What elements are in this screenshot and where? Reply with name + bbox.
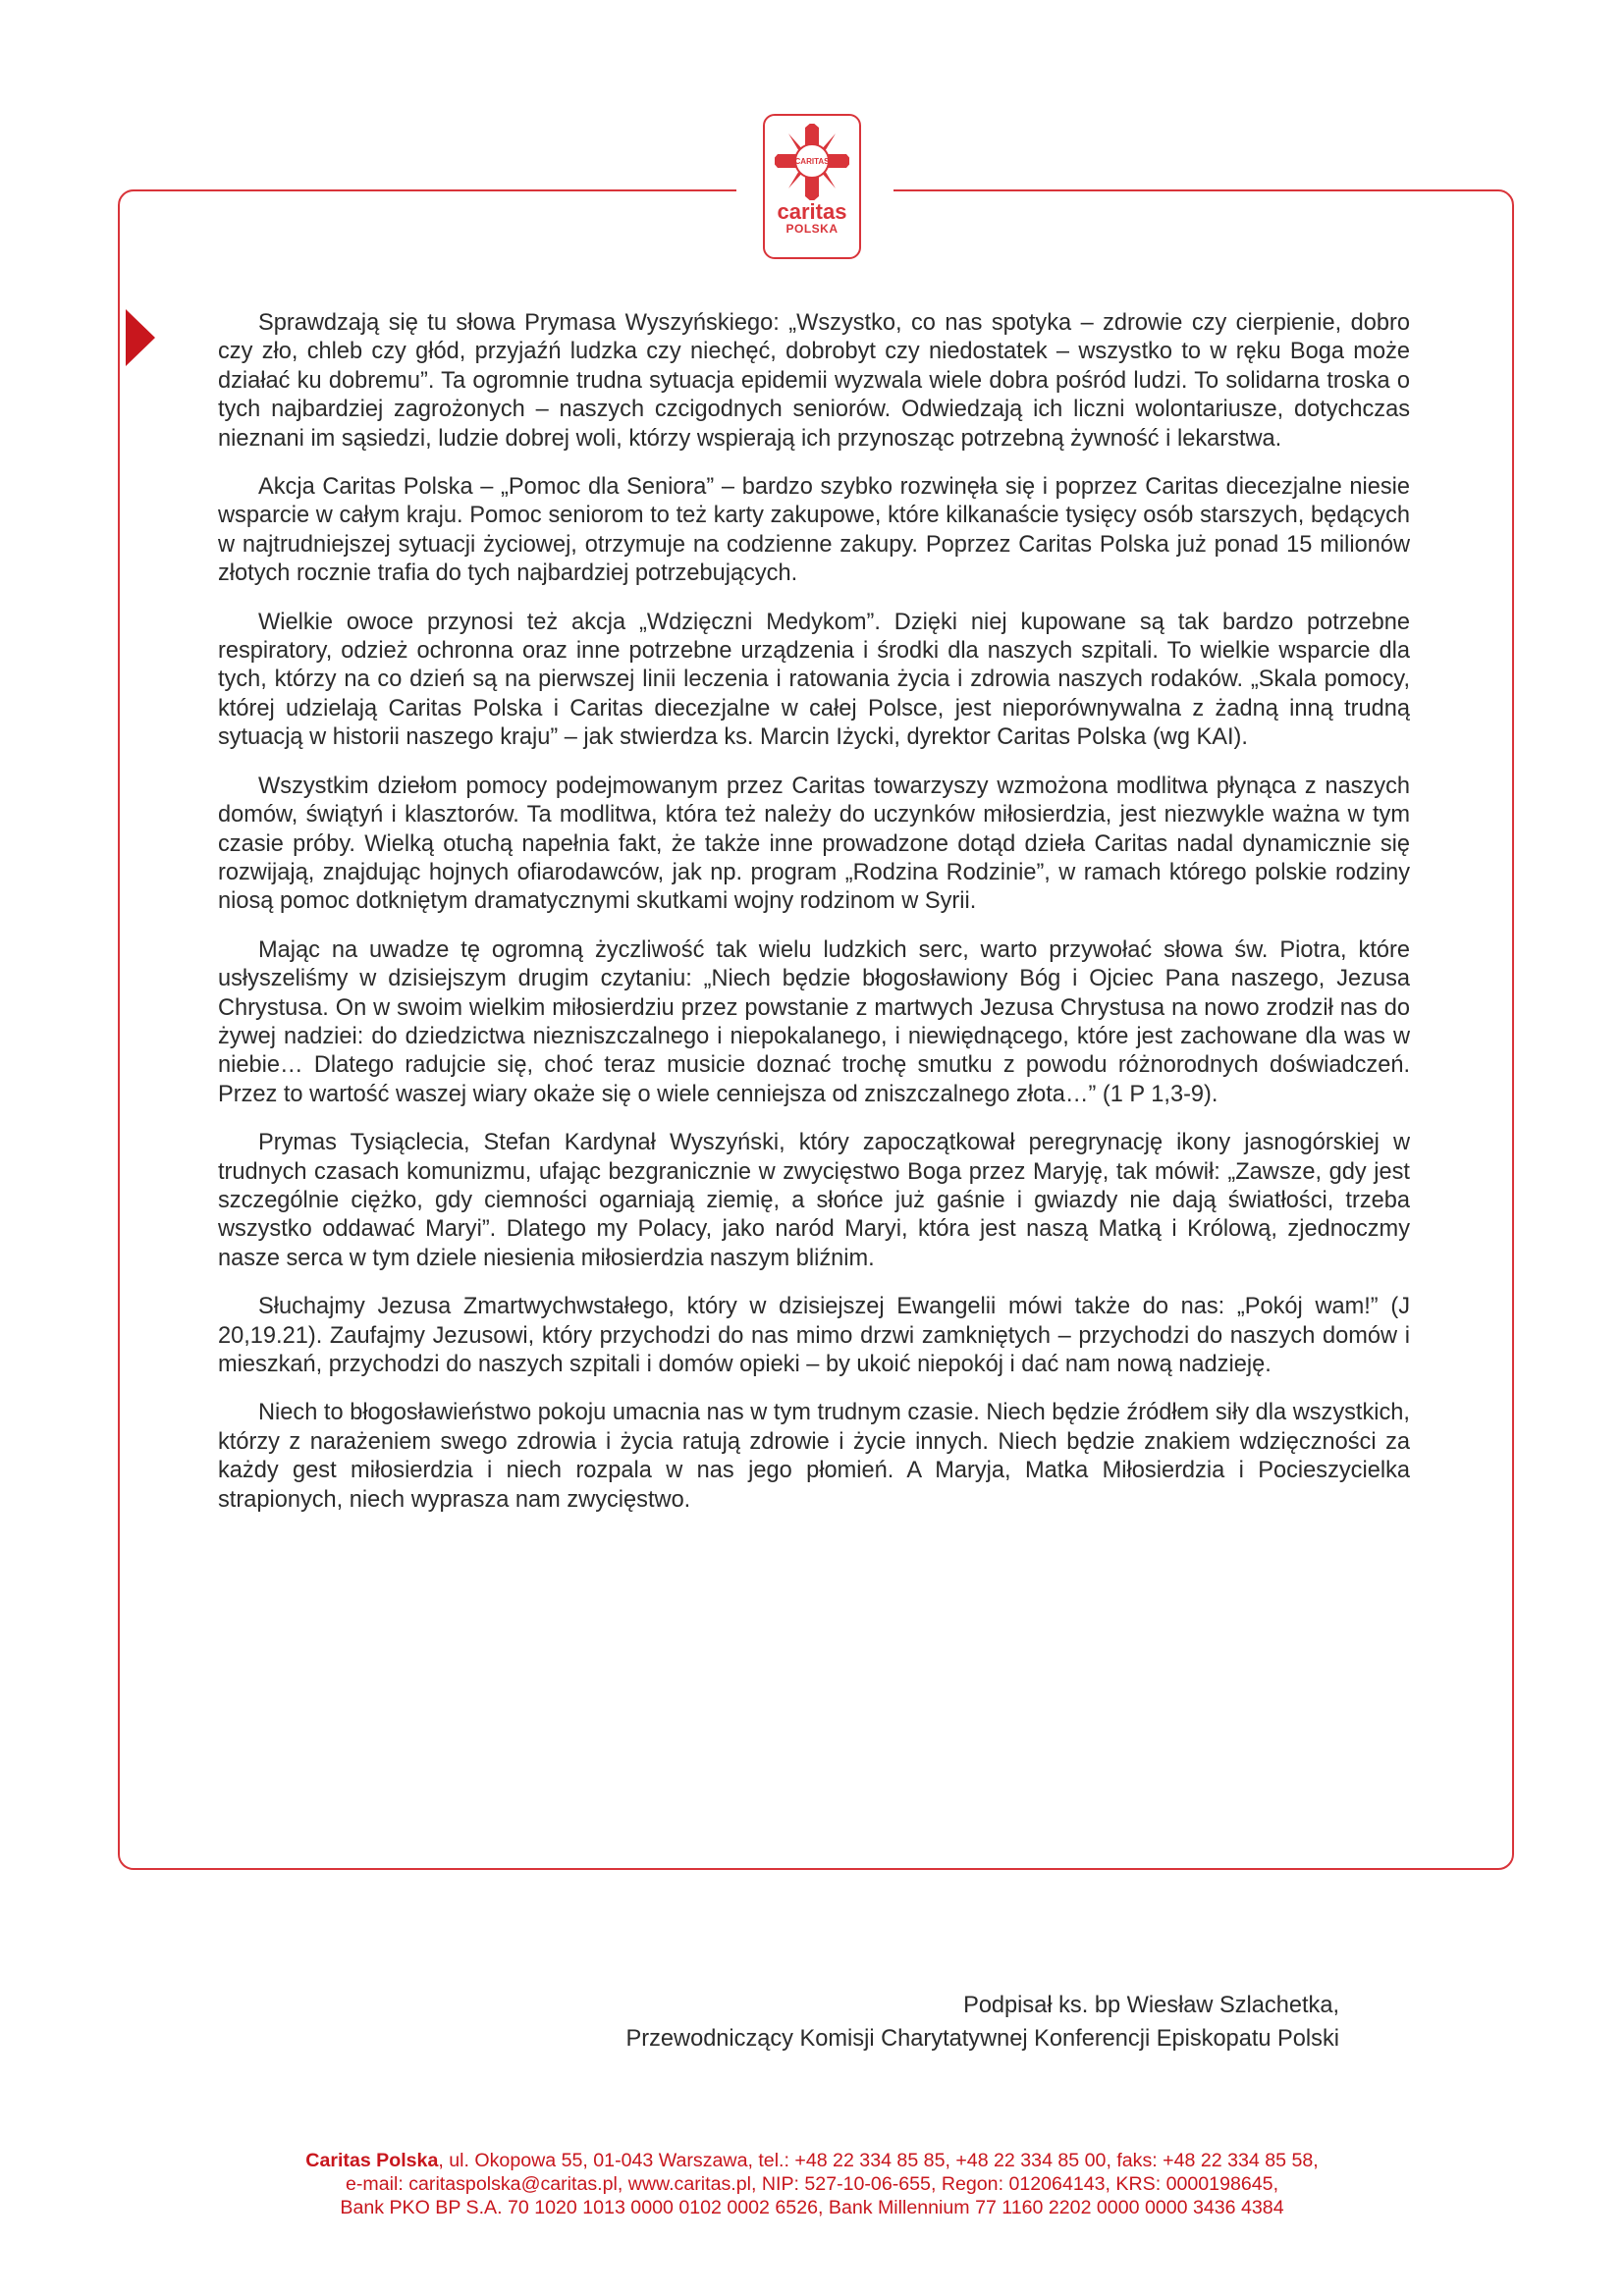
letter-body <box>218 309 1410 1534</box>
paragraph: Niech to błogosławieństwo pokoju umacnia nas w tym trudnym czasie. Niech będzie źródłem siły dla wszystkich, którzy z narażeniem swego zdrowia i życia ratują zdrowie i życie innych. Niech będzie znakiem wdzięczności za każdy gest miłosierdzia i niech rozpala w nas jego płomień. A Maryja, Matka Miłosierdzia i Pocieszycielka strapionych, niech wyprasza nam zwycięstwo. <box>218 1400 1410 1513</box>
footer-line-2: e-mail: caritaspolska@caritas.pl, www.caritas.pl, NIP: 527-10-06-655, Regon: 012064143, KRS: 0000198645, <box>345 2173 1279 2195</box>
footer-org-name: Caritas Polska <box>305 2150 439 2171</box>
footer-line-3: Bank PKO BP S.A. 70 1020 1013 0000 0102 0002 6526, Bank Millennium 77 1160 2202 0000 0000 3436 4384 <box>340 2197 1284 2218</box>
paragraph: Wszystkim dziełom pomocy podejmowanym przez Caritas towarzyszy wzmożona modlitwa płynąca z naszych domów, świątyń i klasztorów. Ta modlitwa, która też należy do uczynków miłosierdzia, jest niezwykle ważna w tym czasie próby. Wielką otuchą napełnia fakt, że także inne prowadzone dotąd dzieła Caritas nadal dynamicznie się rozwijają, znajdując hojnych ofiarodawców, jak np. program „Rodzina Rodzinie”, w ramach którego polskie rodziny niosą pomoc dotkniętym dramatycznymi skutkami wojny rodzinom w Syrii. <box>218 773 1410 915</box>
paragraph: Mając na uwadze tę ogromną życzliwość tak wielu ludzkich serc, warto przywołać słowa św. Piotra, które usłyszeliśmy w dzisiejszym drugim czytaniu: „Niech będzie błogosławiony Bóg i Ojciec Pana naszego, Jezusa Chrystusa. On w swoim wielkim miłosierdziu przez powstanie z martwych Jezusa Chrystusa na nowo zrodził nas do żywej nadziei: do dziedzictwa niezniszczalnego i niepokalanego, i niewiędnącego, które jest zachowane dla was w niebie… Dlatego radujcie się, choć teraz musicie doznać trochę smutku z powodu różnorodnych doświadczeń. Przez to wartość waszej wiary okaże się o wiele cenniejsza od zniszczalnego złota…” (1 P 1,3-9). <box>218 936 1410 1107</box>
caritas-logo <box>763 114 861 259</box>
paragraph: Słuchajmy Jezusa Zmartwychwstałego, który w dzisiejszej Ewangelii mówi także do nas: „Pokój wam!” (J 20,19.21). Zaufajmy Jezusowi, który przychodzi do nas mimo drzwi zamkniętych – przychodzi do naszych domów i mieszkań, przychodzi do naszych szpitali i domów opieki – by ukoić niepokój i dać nam nową nadzieję. <box>218 1294 1410 1377</box>
paragraph: Wielkie owoce przynosi też akcja „Wdzięczni Medykom”. Dzięki niej kupowane są tak bardzo potrzebne respiratory, odzież ochronna oraz inne potrzebne urządzenia i środki dla naszych szpitali. To wielkie wsparcie dla tych, którzy na co dzień są na pierwszej linii leczenia i ratowania życia i zdrowia naszych rodaków. „Skala pomocy, której udzielają Caritas Polska i Caritas diecezjalne w całej Polsce, jest nieporównywalna z żadną inną trudną sytuacją w historii naszego kraju” – jak stwierdza ks. Marcin Iżycki, dyrektor Caritas Polska (wg KAI). <box>218 609 1410 751</box>
paragraph: Prymas Tysiąclecia, Stefan Kardynał Wyszyński, który zapoczątkował peregrynację ikony jasnogórskiej w trudnych czasach komunizmu, ufając bezgranicznie w zwycięstwo Boga przez Maryję, tak mówił: „Zawsze, gdy jest szczególnie ciężko, gdy ciemności ogarniają ziemię, a słońce już gaśnie i gwiazdy nie dają światłości, trzeba wszystko oddawać Maryi”. Dlatego my Polacy, jako naród Maryi, która jest naszą Matką i Królową, zjednoczmy nasze serca w tym dziele niesienia miłosierdzia naszym bliźnim. <box>218 1130 1410 1271</box>
footer-line-1 <box>0 2149 1624 2172</box>
logo-country: POLSKA <box>785 222 839 236</box>
paragraph: Sprawdzają się tu słowa Prymasa Wyszyńskiego: „Wszystko, co nas spotyka – zdrowie czy cierpienie, dobro czy zło, chleb czy głód, przyjaźń ludzka czy niechęć, dobrobyt czy niedostatek – wszystko to w ręku Boga może działać ku dobremu”. Ta ogromnie trudna sytuacja epidemii wyzwala wiele dobra pośród ludzi. To solidarna troska o tych najbardziej zagrożonych – naszych czcigodnych seniorów. Odwiedzają ich liczni wolontariusze, dotychczas nieznani im sąsiedzi, ludzie dobrej woli, którzy wspierają ich przynosząc potrzebną żywność i lekarstwa. <box>218 310 1410 452</box>
paragraph: Akcja Caritas Polska – „Pomoc dla Seniora” – bardzo szybko rozwinęła się i poprzez Caritas diecezjalne niesie wsparcie w całym kraju. Pomoc seniorom to też karty zakupowe, które kilkanaście tysięcy osób starszych, będących w najtrudniejszej sytuacji życiowej, otrzymuje na codzienne zakupy. Poprzez Caritas Polska już ponad 15 milionów złotych rocznie trafia do tych najbardziej potrzebujących. <box>218 474 1410 587</box>
caritas-cross-icon <box>775 124 849 200</box>
signature-block <box>626 1989 1339 2056</box>
red-triangle-marker-icon <box>126 309 155 366</box>
signature-title: Przewodniczący Komisji Charytatywnej Konferencji Episkopatu Polski <box>625 2026 1339 2052</box>
logo-name: caritas <box>777 199 847 224</box>
footer-address: , ul. Okopowa 55, 01-043 Warszawa, tel.: +48 22 334 85 85, +48 22 334 85 00, faks: +48 22 334 85 58, <box>438 2150 1319 2171</box>
footer-contact <box>0 2149 1624 2219</box>
emblem-text: CARITAS <box>794 157 830 166</box>
signature-name: Podpisał ks. bp Wiesław Szlachetka, <box>963 1993 1339 2018</box>
